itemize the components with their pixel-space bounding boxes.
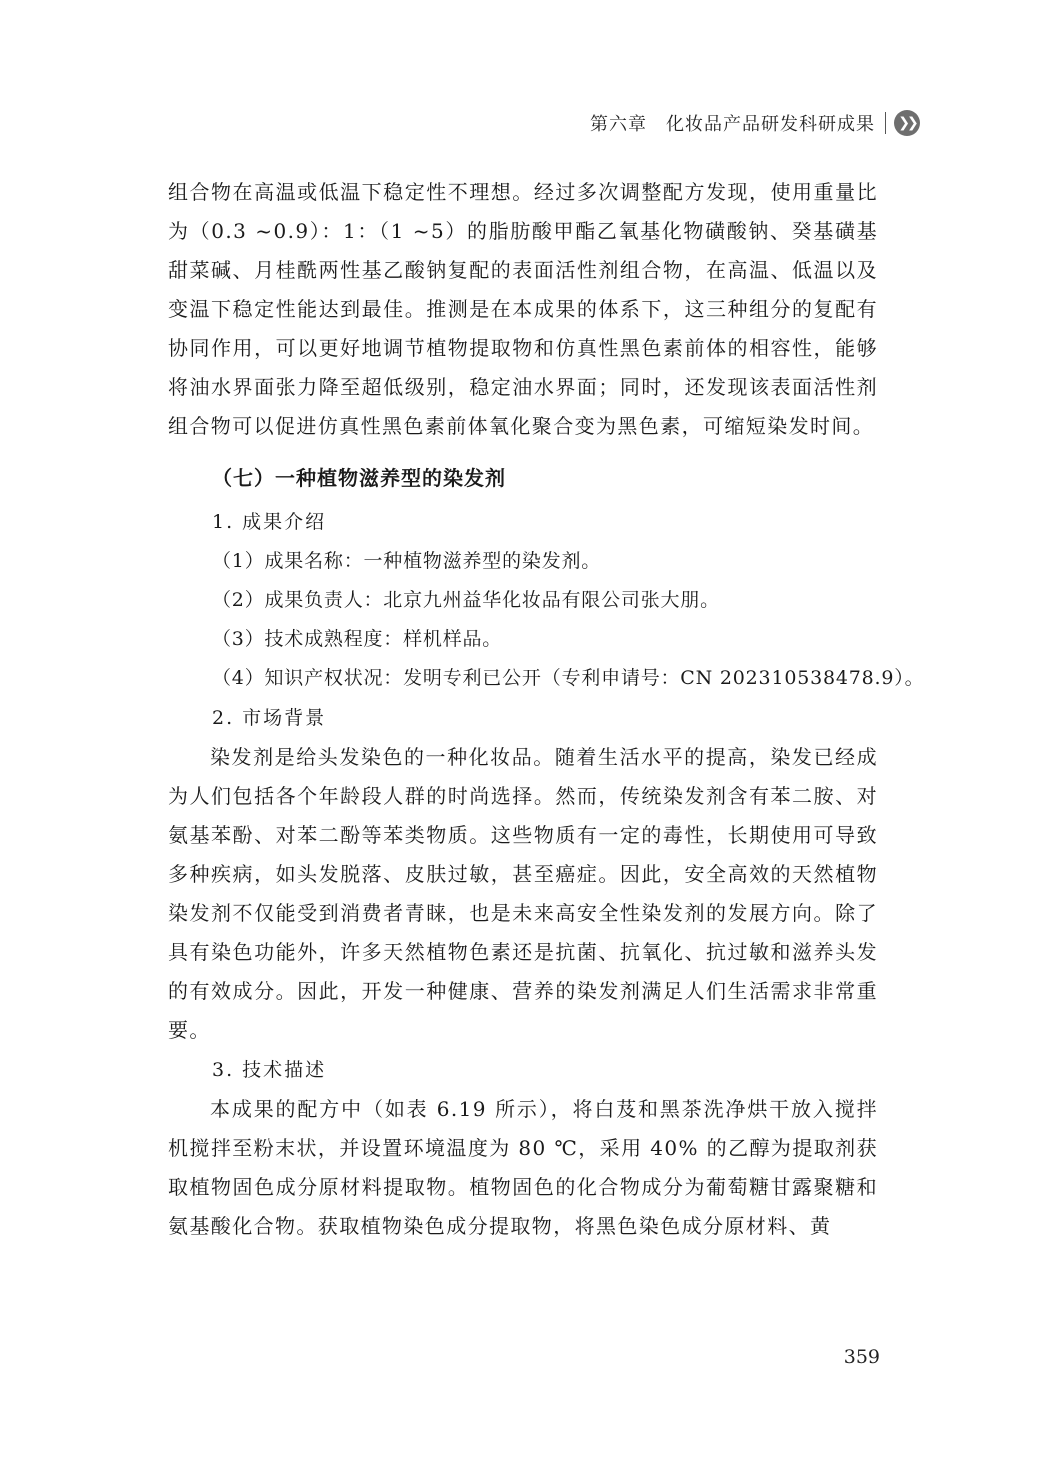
section-heading: （七）一种植物滋养型的染发剂 [212, 466, 506, 490]
subheading-market: 2. 市场背景 [212, 707, 327, 729]
list-item: （4）知识产权状况：发明专利已公开（专利申请号：CN 202310538478.9）。 [212, 667, 925, 689]
list-item: （3）技术成熟程度：样机样品。 [212, 628, 503, 650]
paragraph-market: 染发剂是给头发染色的一种化妆品。随着生活水平的提高，染发已经成为人们包括各个年龄段人群的时尚选择。然而，传统染发剂含有苯二胺、对氨基苯酚、对苯二酚等苯类物质。这些物质有一定的毒性，长期使用可导致多种疾病，如头发脱落、皮肤过敏，甚至癌症。因此，安全高效的天然植物染发剂不仅能受到消费者青睐，也是未来高安全性染发剂的发展方向。除了具有染色功能外，许多天然植物色素还是抗菌、抗氧化、抗过敏和滋养头发的有效成分。因此，开发一种健康、营养的染发剂满足人们生活需求非常重要。 [168, 745, 878, 1042]
chapter-title: 第六章 化妆品产品研发科研成果 [590, 114, 875, 135]
list-item: （2）成果负责人：北京九州益华化妆品有限公司张大朋。 [212, 589, 720, 611]
running-header [560, 106, 920, 140]
header-divider [885, 112, 886, 134]
paragraph-tech: 本成果的配方中（如表 6.19 所示），将白芨和黑茶洗净烘干放入搅拌机搅拌至粉末状，并设置环境温度为 80 ℃，采用 40% 的乙醇为提取剂获取植物固色成分原材料提取物。植物固色的化合物成分为葡萄糖甘露聚糖和氨基酸化合物。获取植物染色成分提取物，将黑色染色成分原材料、黄 [168, 1097, 878, 1238]
list-item: （1）成果名称：一种植物滋养型的染发剂。 [212, 550, 602, 572]
paragraph-surfactant: 组合物在高温或低温下稳定性不理想。经过多次调整配方发现，使用重量比为（0.3 ~0.9）：1：（1 ~5）的脂肪酸甲酯乙氧基化物磺酸钠、癸基磺基甜菜碱、月桂酰两性基乙酸钠复配的表面活性剂组合物，在高温、低温以及变温下稳定性能达到最佳。推测是在本成果的体系下，这三种组分的复配有协同作用，可以更好地调节植物提取物和仿真性黑色素前体的相容性，能够将油水界面张力降至超低级别，稳定油水界面；同时，还发现该表面活性剂组合物可以促进仿真性黑色素前体氧化聚合变为黑色素，可缩短染发时间。 [168, 180, 878, 438]
page-body [168, 173, 925, 1246]
double-chevron-right-icon: ❯❯ [894, 110, 920, 136]
page-number: 359 [843, 1346, 880, 1368]
subheading-intro: 1. 成果介绍 [212, 511, 327, 533]
subheading-tech: 3. 技术描述 [212, 1059, 327, 1081]
